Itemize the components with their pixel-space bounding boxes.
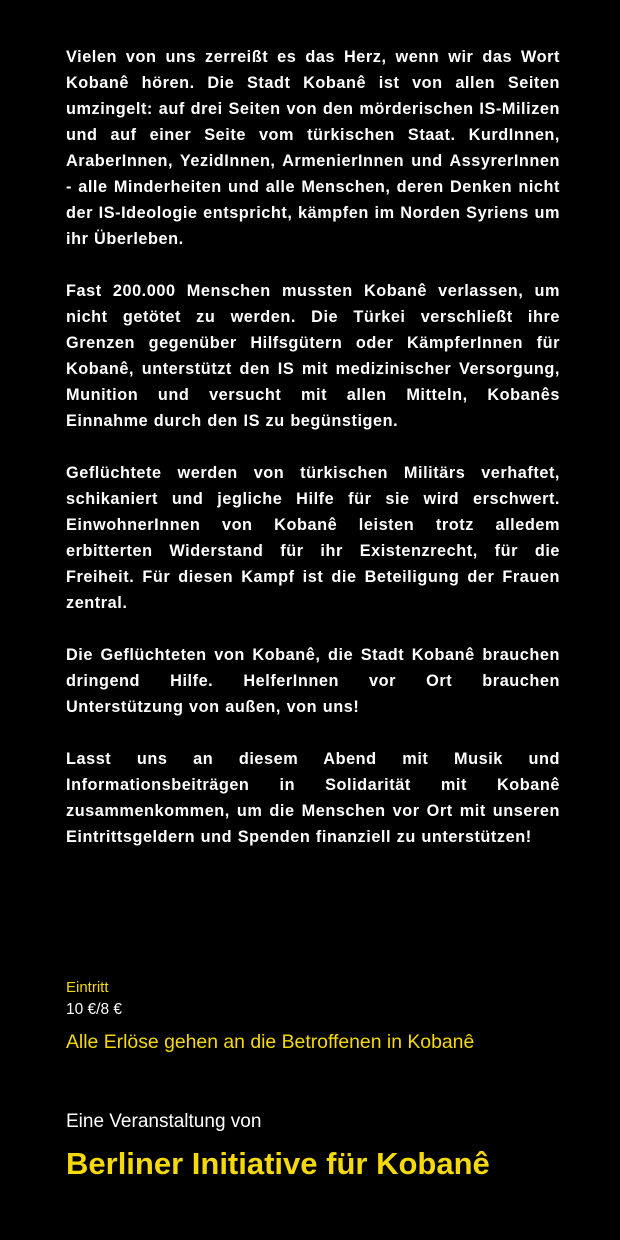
entry-info (66, 977, 560, 1057)
entry-label: Eintritt (66, 979, 109, 996)
displacement-paragraph: Fast 200.000 Menschen mussten Kobanê verlassen, um nicht getötet zu werden. Die Türkei verschließt ihre Grenzen gegenüber Hilfsgütern oder KämpferInnen für Kobanê, unterstützt den IS mit medizinischer Versorgung, Munition und versucht mit allen Mitteln, Kobanês Einnahme durch den IS zu begünstigen. (66, 282, 560, 430)
organizer-intro: Eine Veranstaltung von (66, 1111, 262, 1132)
flyer-back-page (66, 44, 560, 1181)
proceeds-note: Alle Erlöse gehen an die Betroffenen in Kobanê (66, 1031, 475, 1053)
help-needed-paragraph: Die Geflüchteten von Kobanê, die Stadt Kobanê brauchen dringend Hilfe. HelferInnen vor Ort brauchen Unterstützung von außen, von uns! (66, 646, 560, 716)
organizer-name: Berliner Initiative für Kobanê (66, 1146, 490, 1181)
organizer-block (66, 1108, 560, 1184)
entry-price: 10 €/8 € (66, 1001, 123, 1018)
resistance-paragraph: Geflüchtete werden von türkischen Militärs verhaftet, schikaniert und jegliche Hilfe für sie wird erschwert. EinwohnerInnen von Kobanê leisten trotz alledem erbitterten Widerstand für ihr Existenzrecht, für die Freiheit. Für diesen Kampf ist die Beteiligung der Frauen zentral. (66, 464, 560, 612)
intro-paragraph: Vielen von uns zerreißt es das Herz, wenn wir das Wort Kobanê hören. Die Stadt Kobanê ist von allen Seiten umzingelt: auf drei Seiten von den mörderischen IS-Milizen und auf einer Seite vom türkischen Staat. KurdInnen, AraberInnen, YezidInnen, ArmenierInnen und AssyrerInnen - alle Minderheiten und alle Menschen, deren Denken nicht der IS-Ideologie entspricht, kämpfen im Norden Syriens um ihr Überleben. (66, 48, 560, 248)
call-to-action-paragraph: Lasst uns an diesem Abend mit Musik und Informationsbeiträgen in Solidarität mit Kobanê zusammenkommen, um die Menschen vor Ort mit unseren Eintrittsgeldern und Spenden finanziell zu unterstützen! (66, 750, 560, 846)
